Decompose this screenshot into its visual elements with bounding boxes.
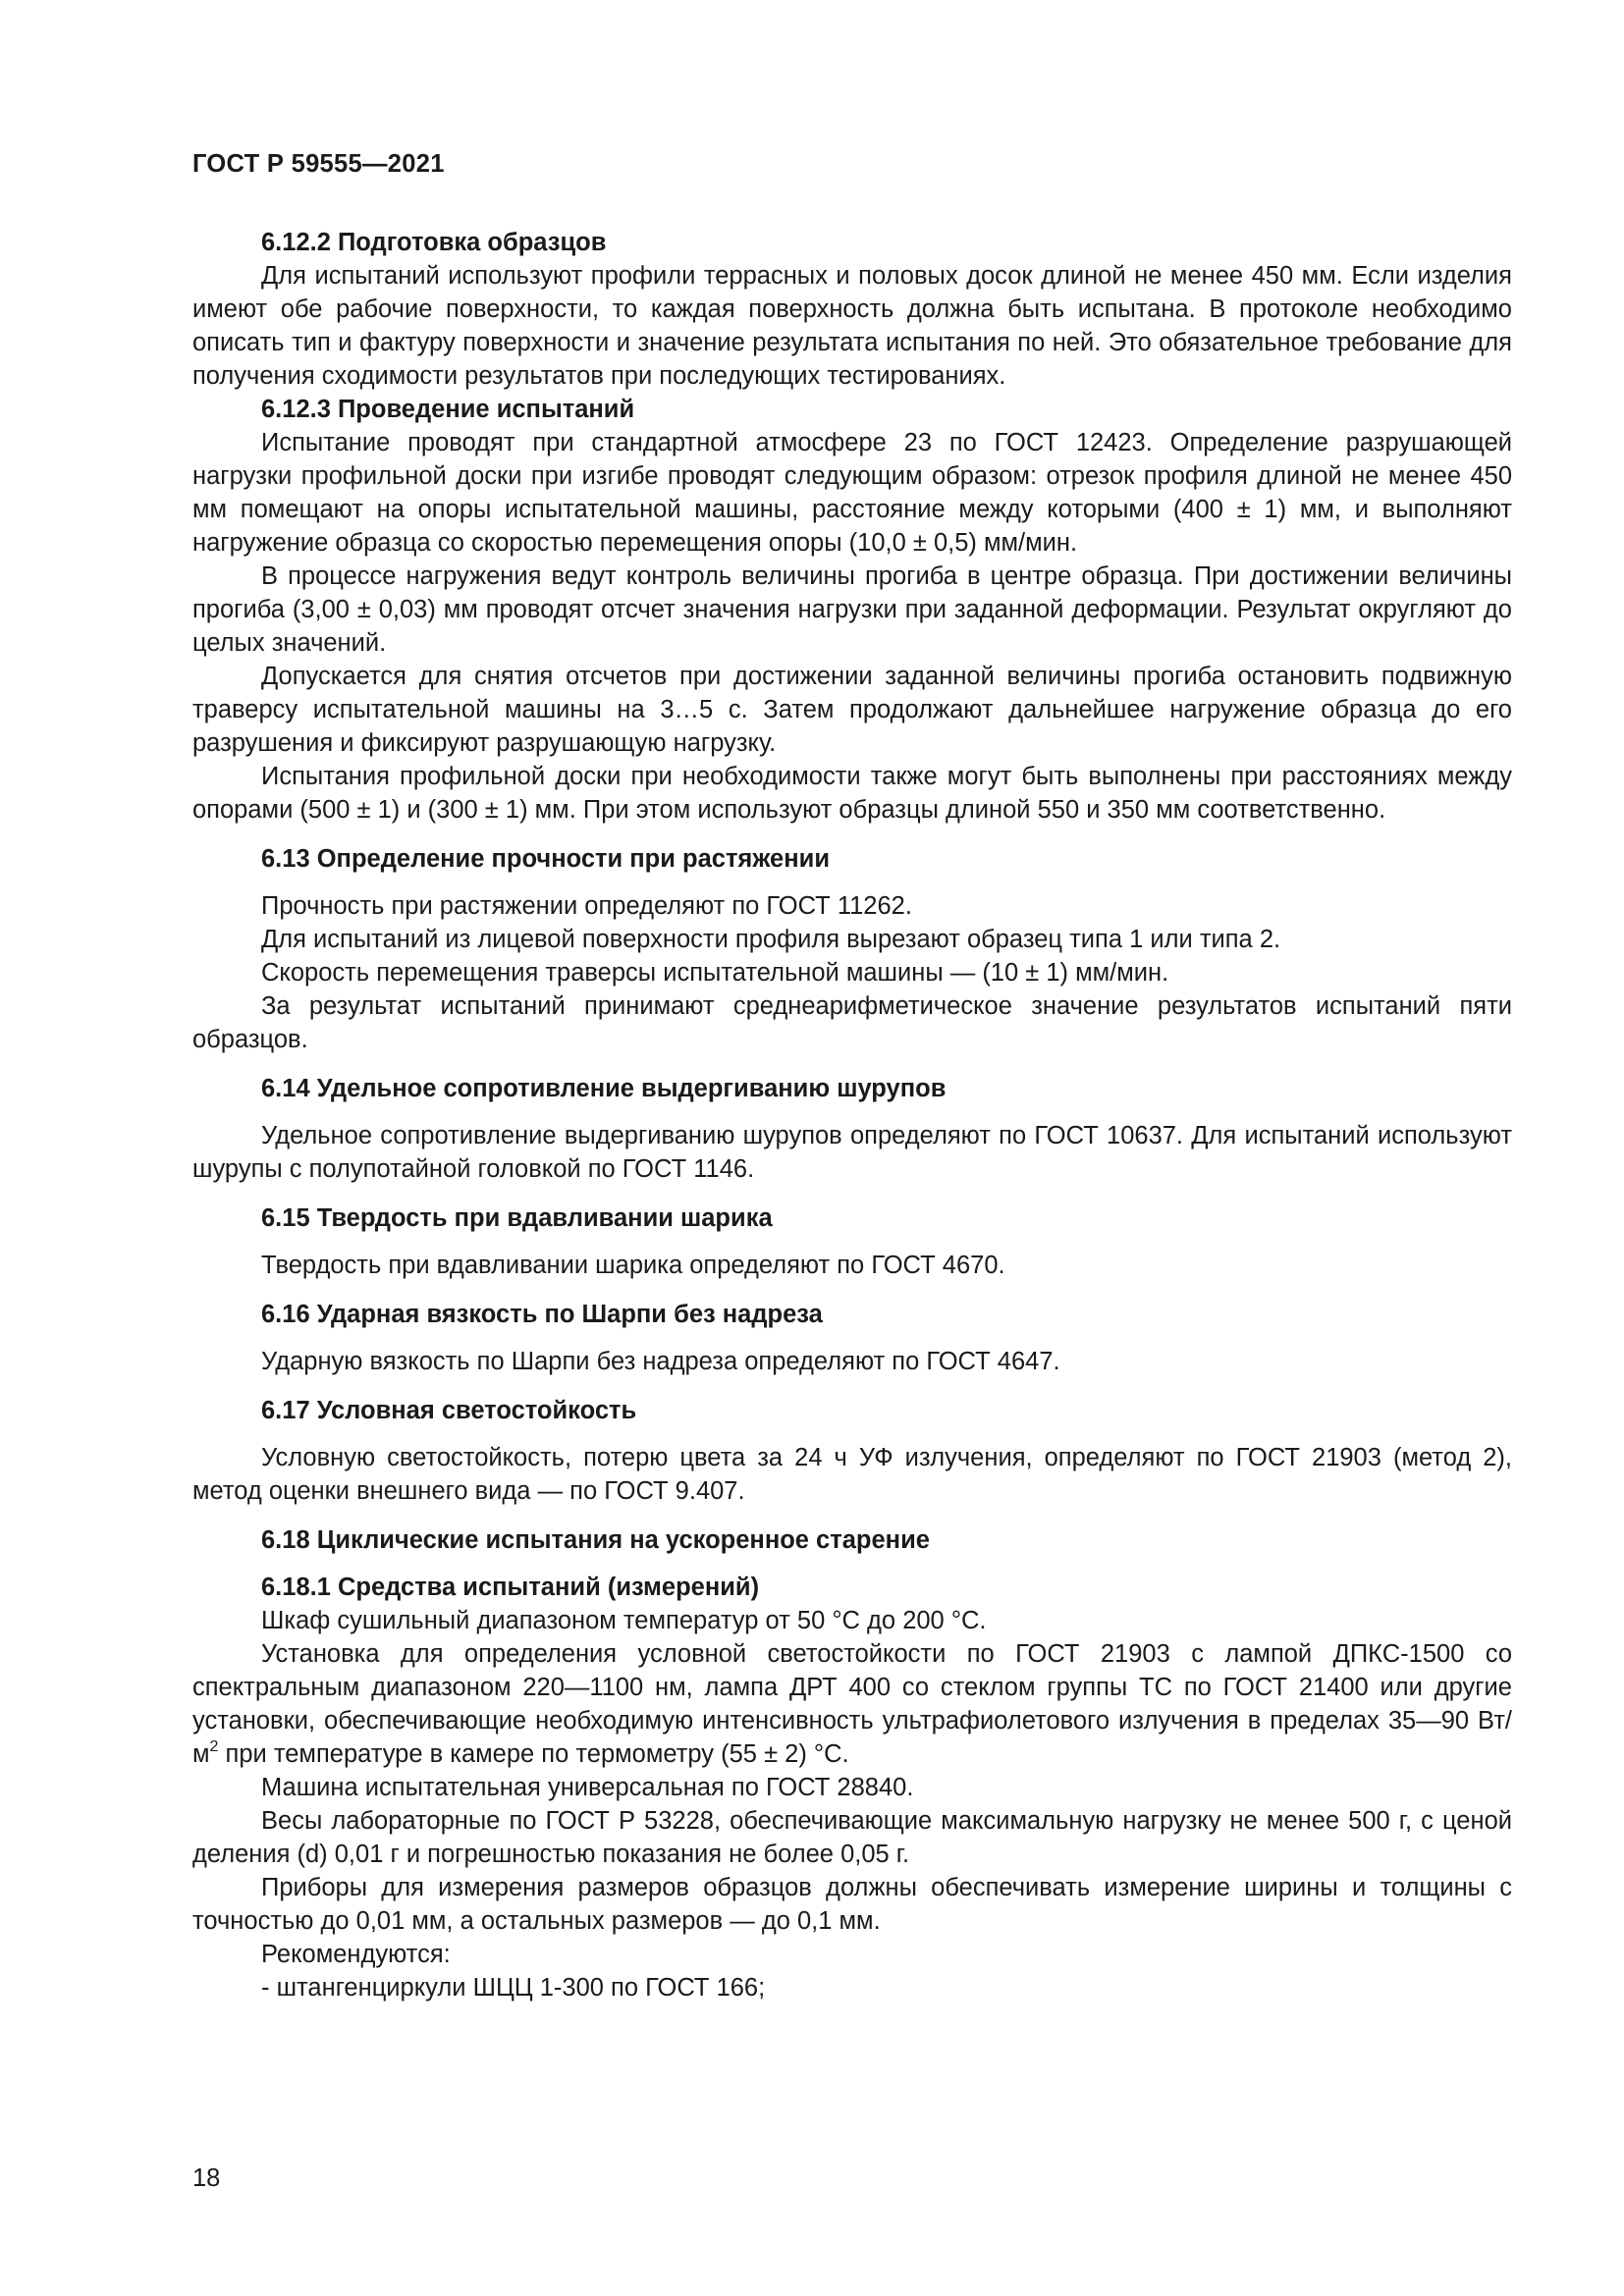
paragraph: Испытания профильной доски при необходимости также могут быть выполнены при расстояниях между опорами (500 ± 1) и (300 ± 1) мм. При этом используют образцы длиной 550 и 350 мм соответственно. bbox=[192, 763, 1512, 824]
list-item: - штангенциркули ШЦЦ 1-300 по ГОСТ 166; bbox=[261, 1974, 766, 2002]
document-body bbox=[192, 226, 1512, 2004]
paragraph: Испытание проводят при стандартной атмосфере 23 по ГОСТ 12423. Определение разрушающей нагрузки профильной доски при изгибе проводят следующим образом: отрезок профиля длиной не менее 450 мм помещают на опоры испытательной машины, расстояние между которыми (400 ± 1) мм, и выполняют нагружение образца со скоростью перемещения опоры (10,0 ± 0,5) мм/мин. bbox=[192, 429, 1512, 557]
paragraph: Скорость перемещения траверсы испытательной машины — (10 ± 1) мм/мин. bbox=[261, 959, 1169, 987]
paragraph: Удельное сопротивление выдергиванию шурупов определяют по ГОСТ 10637. Для испытаний используют шурупы с полупотайной головкой по ГОСТ 1146. bbox=[192, 1122, 1512, 1183]
paragraph: Допускается для снятия отсчетов при достижении заданной величины прогиба остановить подвижную траверсу испытательной машины на 3…5 с. Затем продолжают дальнейшее нагружение образца до его разрушения и фиксируют разрушающую нагрузку. bbox=[192, 663, 1512, 757]
paragraph: Рекомендуются: bbox=[261, 1941, 451, 1968]
paragraph: Условную светостойкость, потерю цвета за 24 ч УФ излучения, определяют по ГОСТ 21903 (метод 2), метод оценки внешнего вида — по ГОСТ 9.407. bbox=[192, 1444, 1512, 1505]
paragraph: Шкаф сушильный диапазоном температур от 50 °С до 200 °С. bbox=[261, 1607, 987, 1634]
paragraph: Приборы для измерения размеров образцов должны обеспечивать измерение ширины и толщины с точностью до 0,01 мм, а остальных размеров — до 0,1 мм. bbox=[192, 1874, 1512, 1935]
section-6-18-1-title: 6.18.1 Средства испытаний (измерений) bbox=[261, 1574, 760, 1601]
paragraph: За результат испытаний принимают среднеарифметическое значение результатов испытаний пяти образцов. bbox=[192, 992, 1512, 1053]
section-6-12-2-title: 6.12.2 Подготовка образцов bbox=[261, 229, 607, 256]
section-6-13-title: 6.13 Определение прочности при растяжении bbox=[261, 845, 830, 873]
paragraph: Прочность при растяжении определяют по ГОСТ 11262. bbox=[261, 892, 912, 920]
section-6-15-title: 6.15 Твердость при вдавливании шарика bbox=[261, 1204, 773, 1232]
section-6-16-title: 6.16 Ударная вязкость по Шарпи без надреза bbox=[261, 1301, 823, 1328]
section-6-12-3-title: 6.12.3 Проведение испытаний bbox=[261, 396, 635, 423]
paragraph-text: при температуре в камере по термометру (55 ± 2) °С. bbox=[218, 1740, 849, 1768]
superscript: 2 bbox=[209, 1737, 219, 1755]
paragraph: Для испытаний используют профили террасных и половых досок длиной не менее 450 мм. Если изделия имеют обе рабочие поверхности, то каждая поверхность должна быть испытана. В протоколе необходимо описать тип и фактуру поверхности и значение результата испытания по ней. Это обязательное требование для получения сходимости результатов при последующих тестированиях. bbox=[192, 262, 1512, 390]
paragraph: Твердость при вдавливании шарика определяют по ГОСТ 4670. bbox=[261, 1252, 1005, 1279]
paragraph bbox=[192, 1637, 1512, 1771]
document-header-id: ГОСТ Р 59555—2021 bbox=[192, 150, 445, 178]
paragraph-text: Установка для определения условной светостойкости по ГОСТ 21903 с лампой ДПКС-1500 со спектральным диапазоном 220—1100 нм, лампа ДРТ 400 со стеклом группы ТС по ГОСТ 21400 или другие установки, обеспечивающие необходимую интенсивность ультрафиолетового излучения в пределах 35—90 Вт/м bbox=[192, 1640, 1512, 1768]
page-number: 18 bbox=[192, 2164, 221, 2192]
paragraph: Весы лабораторные по ГОСТ Р 53228, обеспечивающие максимальную нагрузку не менее 500 г, с ценой деления (d) 0,01 г и погрешностью показания не более 0,05 г. bbox=[192, 1807, 1512, 1868]
section-6-17-title: 6.17 Условная светостойкость bbox=[261, 1397, 637, 1424]
section-6-18-title: 6.18 Циклические испытания на ускоренное старение bbox=[261, 1526, 930, 1554]
paragraph: Ударную вязкость по Шарпи без надреза определяют по ГОСТ 4647. bbox=[261, 1348, 1060, 1375]
paragraph: В процессе нагружения ведут контроль величины прогиба в центре образца. При достижении величины прогиба (3,00 ± 0,03) мм проводят отсчет значения нагрузки при заданной деформации. Результат округляют до целых значений. bbox=[192, 562, 1512, 657]
paragraph: Для испытаний из лицевой поверхности профиля вырезают образец типа 1 или типа 2. bbox=[261, 926, 1281, 953]
paragraph: Машина испытательная универсальная по ГОСТ 28840. bbox=[261, 1774, 914, 1801]
section-6-14-title: 6.14 Удельное сопротивление выдергиванию шурупов bbox=[261, 1075, 947, 1102]
